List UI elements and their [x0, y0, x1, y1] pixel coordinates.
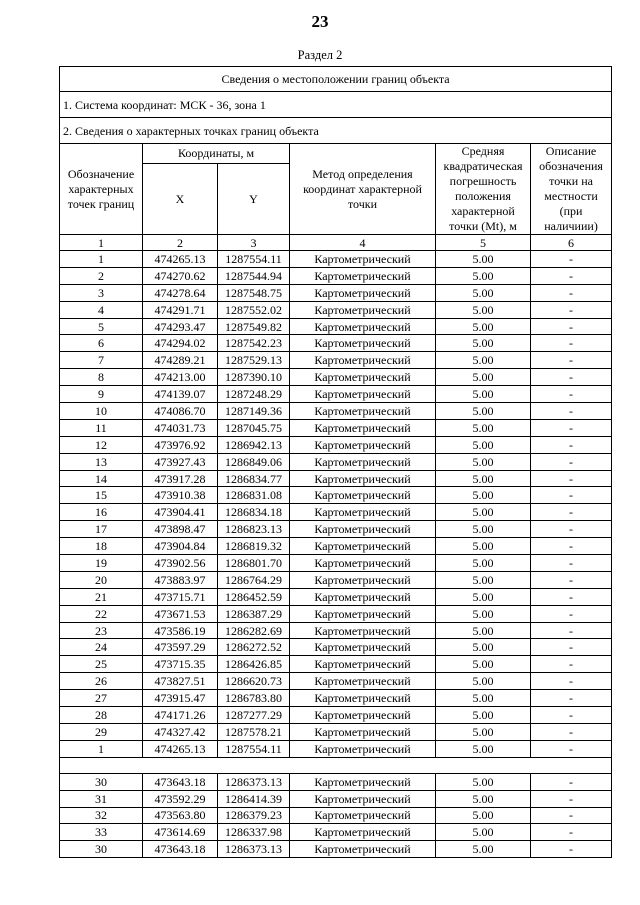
table-cell: -	[531, 673, 612, 690]
table-cell: 1286337.98	[218, 824, 290, 841]
table-cell: Картометрический	[290, 335, 436, 352]
column-number-cell: 4	[290, 235, 436, 251]
table-row	[60, 622, 612, 639]
table-cell: 473904.84	[143, 538, 218, 555]
table-row	[60, 807, 612, 824]
table-row	[60, 301, 612, 318]
table-cell: 5.00	[436, 807, 531, 824]
table-cell: 1287578.21	[218, 723, 290, 740]
table-cell: 5.00	[436, 453, 531, 470]
table-cell: 473927.43	[143, 453, 218, 470]
table-cell: 19	[60, 555, 143, 572]
table-cell: 5.00	[436, 790, 531, 807]
table-cell: -	[531, 386, 612, 403]
table-cell: 473614.69	[143, 824, 218, 841]
table-row	[60, 824, 612, 841]
table-cell: 473563.80	[143, 807, 218, 824]
table-cell: 473671.53	[143, 605, 218, 622]
table-cell: Картометрический	[290, 571, 436, 588]
table-cell: 25	[60, 656, 143, 673]
table-cell: 1286272.52	[218, 639, 290, 656]
table-cell: 473976.92	[143, 436, 218, 453]
table-cell: Картометрический	[290, 588, 436, 605]
table-cell: 31	[60, 790, 143, 807]
table-row	[60, 673, 612, 690]
table-cell: 473902.56	[143, 555, 218, 572]
table-cell: Картометрический	[290, 521, 436, 538]
table-cell: Картометрический	[290, 318, 436, 335]
table-cell: 5.00	[436, 386, 531, 403]
table-cell: Картометрический	[290, 470, 436, 487]
table-cell: -	[531, 707, 612, 724]
table-cell: -	[531, 403, 612, 420]
table-cell: -	[531, 251, 612, 268]
table-cell: -	[531, 487, 612, 504]
table-cell: 5.00	[436, 824, 531, 841]
header-method: Метод определения координат характерной точки	[290, 144, 436, 235]
table-cell: -	[531, 301, 612, 318]
table-cell: 5.00	[436, 605, 531, 622]
table-cell: 473915.47	[143, 690, 218, 707]
table-cell: 1287277.29	[218, 707, 290, 724]
table-cell: Картометрический	[290, 284, 436, 301]
table-cell: 1286834.18	[218, 504, 290, 521]
table-cell: Картометрический	[290, 419, 436, 436]
table-cell: -	[531, 773, 612, 790]
table-cell: 1287149.36	[218, 403, 290, 420]
table-cell: 1286452.59	[218, 588, 290, 605]
table-cell: 1286823.13	[218, 521, 290, 538]
table-cell: 21	[60, 588, 143, 605]
table-cell: Картометрический	[290, 740, 436, 757]
table-cell: 1287552.02	[218, 301, 290, 318]
table-cell: 474265.13	[143, 740, 218, 757]
table-cell: 9	[60, 386, 143, 403]
table-cell: -	[531, 555, 612, 572]
header-description: Описание обозначения точки на местности (при наличиии)	[531, 144, 612, 235]
table-row	[60, 639, 612, 656]
table-cell: 5.00	[436, 318, 531, 335]
table-row	[60, 369, 612, 386]
table-cell: Картометрический	[290, 824, 436, 841]
table-cell: 5.00	[436, 504, 531, 521]
table-cell: 1286849.06	[218, 453, 290, 470]
table-cell: 473917.28	[143, 470, 218, 487]
table-cell: Картометрический	[290, 267, 436, 284]
table-cell: 22	[60, 605, 143, 622]
table-cell: -	[531, 504, 612, 521]
table-cell: 2	[60, 267, 143, 284]
table-cell: Картометрический	[290, 656, 436, 673]
table-cell: 1286414.39	[218, 790, 290, 807]
table-cell: 5.00	[436, 723, 531, 740]
table-cell: 5.00	[436, 571, 531, 588]
table-row	[60, 419, 612, 436]
table-cell: 474031.73	[143, 419, 218, 436]
table-row	[60, 470, 612, 487]
table-row	[60, 555, 612, 572]
table-cell: 5.00	[436, 841, 531, 858]
table-cell: 1286801.70	[218, 555, 290, 572]
table-cell: Картометрический	[290, 690, 436, 707]
table-cell: 6	[60, 335, 143, 352]
table-cell: 5.00	[436, 267, 531, 284]
table-row	[60, 538, 612, 555]
table-cell: 5	[60, 318, 143, 335]
table-cell: Картометрический	[290, 386, 436, 403]
table-cell: Картометрический	[290, 487, 436, 504]
table-cell: 1286373.13	[218, 841, 290, 858]
table-cell: 13	[60, 453, 143, 470]
table-cell: 1287544.94	[218, 267, 290, 284]
table-cell: -	[531, 656, 612, 673]
table-cell: 5.00	[436, 521, 531, 538]
table-cell: Картометрический	[290, 773, 436, 790]
table-cell: -	[531, 453, 612, 470]
column-number-cell: 3	[218, 235, 290, 251]
table-cell: 5.00	[436, 622, 531, 639]
table-row	[60, 571, 612, 588]
header-x: X	[143, 163, 218, 234]
table-cell: -	[531, 335, 612, 352]
separator-cell	[60, 757, 612, 773]
table-cell: 1287542.23	[218, 335, 290, 352]
table-row	[60, 841, 612, 858]
table-cell: 474171.26	[143, 707, 218, 724]
table-cell: 5.00	[436, 403, 531, 420]
column-numbers-row	[60, 235, 612, 251]
table-cell: 30	[60, 841, 143, 858]
table-cell: 474086.70	[143, 403, 218, 420]
table-cell: 5.00	[436, 740, 531, 757]
table-cell: -	[531, 521, 612, 538]
table-cell: 10	[60, 403, 143, 420]
table-cell: 1287549.82	[218, 318, 290, 335]
table-cell: 5.00	[436, 470, 531, 487]
table-cell: 5.00	[436, 639, 531, 656]
table-cell: -	[531, 571, 612, 588]
header-designation: Обозначение характерных точек границ	[60, 144, 143, 235]
page-number: 23	[311, 12, 329, 31]
table-cell: Картометрический	[290, 301, 436, 318]
points-heading-row: 2. Сведения о характерных точках границ объекта	[60, 118, 612, 144]
table-row	[60, 453, 612, 470]
table-cell: Картометрический	[290, 807, 436, 824]
table-cell: -	[531, 690, 612, 707]
table-cell: -	[531, 841, 612, 858]
table-cell: 473586.19	[143, 622, 218, 639]
table-cell: -	[531, 352, 612, 369]
table-cell: -	[531, 588, 612, 605]
table-cell: 17	[60, 521, 143, 538]
table-cell: 5.00	[436, 656, 531, 673]
table-cell: 1	[60, 251, 143, 268]
table-cell: 474291.71	[143, 301, 218, 318]
table-row	[60, 403, 612, 420]
table-cell: 4	[60, 301, 143, 318]
table-cell: 5.00	[436, 773, 531, 790]
table-cell: -	[531, 284, 612, 301]
table-row	[60, 284, 612, 301]
table-cell: 5.00	[436, 707, 531, 724]
table-row	[60, 386, 612, 403]
coord-system-row: 1. Система координат: МСК - 36, зона 1	[60, 92, 612, 118]
table-cell: -	[531, 790, 612, 807]
table-cell: 32	[60, 807, 143, 824]
table-cell: 1286426.85	[218, 656, 290, 673]
table-cell: -	[531, 723, 612, 740]
section-title: Раздел 2	[297, 48, 343, 62]
table-cell: 15	[60, 487, 143, 504]
table-cell: 1286764.29	[218, 571, 290, 588]
table-cell: 5.00	[436, 690, 531, 707]
table-cell: Картометрический	[290, 555, 436, 572]
table-cell: 5.00	[436, 284, 531, 301]
table-cell: Картометрический	[290, 436, 436, 453]
table-row	[60, 436, 612, 453]
table-cell: Картометрический	[290, 403, 436, 420]
table-cell: 5.00	[436, 555, 531, 572]
table-cell: 473715.71	[143, 588, 218, 605]
table-row	[60, 521, 612, 538]
table-cell: 1286834.77	[218, 470, 290, 487]
table-cell: -	[531, 622, 612, 639]
table-cell: 28	[60, 707, 143, 724]
table-cell: -	[531, 807, 612, 824]
table-cell: 14	[60, 470, 143, 487]
table-row	[60, 690, 612, 707]
table-cell: 5.00	[436, 436, 531, 453]
table-cell: 5.00	[436, 369, 531, 386]
table-cell: 5.00	[436, 588, 531, 605]
header-error: Средняя квадратическая погрешность положения характерной точки (Mt), м	[436, 144, 531, 235]
table-cell: 473898.47	[143, 521, 218, 538]
table-cell: 1286379.23	[218, 807, 290, 824]
header-y: Y	[218, 163, 290, 234]
table-cell: 3	[60, 284, 143, 301]
table-cell: 473883.97	[143, 571, 218, 588]
table-cell: 33	[60, 824, 143, 841]
table-cell: 1286819.32	[218, 538, 290, 555]
header-coordinates: Координаты, м	[143, 144, 290, 164]
table-cell: 1287529.13	[218, 352, 290, 369]
table-row	[60, 318, 612, 335]
table-cell: 473904.41	[143, 504, 218, 521]
table-cell: Картометрический	[290, 639, 436, 656]
table-row	[60, 504, 612, 521]
table-title: Сведения о местоположении границ объекта	[60, 67, 612, 92]
table-cell: 5.00	[436, 301, 531, 318]
table-cell: 473643.18	[143, 841, 218, 858]
table-cell: 5.00	[436, 352, 531, 369]
table-cell: 473910.38	[143, 487, 218, 504]
table-cell: 474289.21	[143, 352, 218, 369]
table-cell: -	[531, 639, 612, 656]
table-cell: 474327.42	[143, 723, 218, 740]
table-cell: 18	[60, 538, 143, 555]
table-cell: -	[531, 470, 612, 487]
table-cell: Картометрический	[290, 352, 436, 369]
table-cell: 1287554.11	[218, 740, 290, 757]
table-cell: 11	[60, 419, 143, 436]
table-cell: 474139.07	[143, 386, 218, 403]
table-cell: 8	[60, 369, 143, 386]
table-cell: -	[531, 436, 612, 453]
table-cell: 16	[60, 504, 143, 521]
table-cell: Картометрический	[290, 453, 436, 470]
table-cell: 20	[60, 571, 143, 588]
table-cell: 23	[60, 622, 143, 639]
table-cell: 1286783.80	[218, 690, 290, 707]
table-cell: 5.00	[436, 538, 531, 555]
table-cell: Картометрический	[290, 538, 436, 555]
table-cell: 473597.29	[143, 639, 218, 656]
table-cell: -	[531, 318, 612, 335]
column-number-cell: 6	[531, 235, 612, 251]
table-cell: Картометрический	[290, 622, 436, 639]
table-row	[60, 656, 612, 673]
table-row	[60, 335, 612, 352]
boundary-points-table	[59, 66, 612, 858]
table-cell: -	[531, 740, 612, 757]
table-cell: 27	[60, 690, 143, 707]
table-cell: 1286831.08	[218, 487, 290, 504]
table-cell: 29	[60, 723, 143, 740]
table-row	[60, 251, 612, 268]
table-cell: 474293.47	[143, 318, 218, 335]
table-cell: 473827.51	[143, 673, 218, 690]
table-cell: 1286942.13	[218, 436, 290, 453]
table-cell: Картометрический	[290, 723, 436, 740]
table-cell: 5.00	[436, 673, 531, 690]
table-row	[60, 487, 612, 504]
table-row	[60, 790, 612, 807]
table-cell: Картометрический	[290, 673, 436, 690]
table-row	[60, 267, 612, 284]
table-row	[60, 740, 612, 757]
table-cell: Картометрический	[290, 369, 436, 386]
table-cell: 1286282.69	[218, 622, 290, 639]
table-cell: 5.00	[436, 335, 531, 352]
table-cell: 30	[60, 773, 143, 790]
table-cell: -	[531, 267, 612, 284]
table-cell: -	[531, 419, 612, 436]
table-cell: -	[531, 538, 612, 555]
table-row	[60, 707, 612, 724]
table-row	[60, 723, 612, 740]
table-cell: Картометрический	[290, 790, 436, 807]
table-cell: 1287045.75	[218, 419, 290, 436]
table-cell: 24	[60, 639, 143, 656]
separator-row	[60, 757, 612, 773]
table-cell: 474294.02	[143, 335, 218, 352]
table-cell: 1286620.73	[218, 673, 290, 690]
table-cell: 5.00	[436, 251, 531, 268]
table-cell: 474270.62	[143, 267, 218, 284]
table-row	[60, 588, 612, 605]
table-cell: 1286387.29	[218, 605, 290, 622]
table-row	[60, 773, 612, 790]
table-cell: -	[531, 824, 612, 841]
column-number-cell: 2	[143, 235, 218, 251]
table-cell: 12	[60, 436, 143, 453]
table-cell: 474213.00	[143, 369, 218, 386]
table-cell: Картометрический	[290, 251, 436, 268]
table-cell: 5.00	[436, 419, 531, 436]
table-cell: 1287548.75	[218, 284, 290, 301]
table-cell: 474265.13	[143, 251, 218, 268]
table-cell: 473592.29	[143, 790, 218, 807]
table-cell: 1287390.10	[218, 369, 290, 386]
column-number-cell: 1	[60, 235, 143, 251]
table-cell: 473715.35	[143, 656, 218, 673]
table-cell: 1	[60, 740, 143, 757]
table-cell: -	[531, 369, 612, 386]
table-row	[60, 605, 612, 622]
table-row	[60, 352, 612, 369]
table-cell: Картометрический	[290, 841, 436, 858]
table-cell: Картометрический	[290, 504, 436, 521]
table-cell: 5.00	[436, 487, 531, 504]
table-cell: Картометрический	[290, 707, 436, 724]
table-cell: 1286373.13	[218, 773, 290, 790]
table-cell: 1287248.29	[218, 386, 290, 403]
table-cell: 474278.64	[143, 284, 218, 301]
table-cell: 26	[60, 673, 143, 690]
table-cell: 1287554.11	[218, 251, 290, 268]
column-number-cell: 5	[436, 235, 531, 251]
table-cell: 473643.18	[143, 773, 218, 790]
table-cell: Картометрический	[290, 605, 436, 622]
table-cell: -	[531, 605, 612, 622]
table-cell: 7	[60, 352, 143, 369]
